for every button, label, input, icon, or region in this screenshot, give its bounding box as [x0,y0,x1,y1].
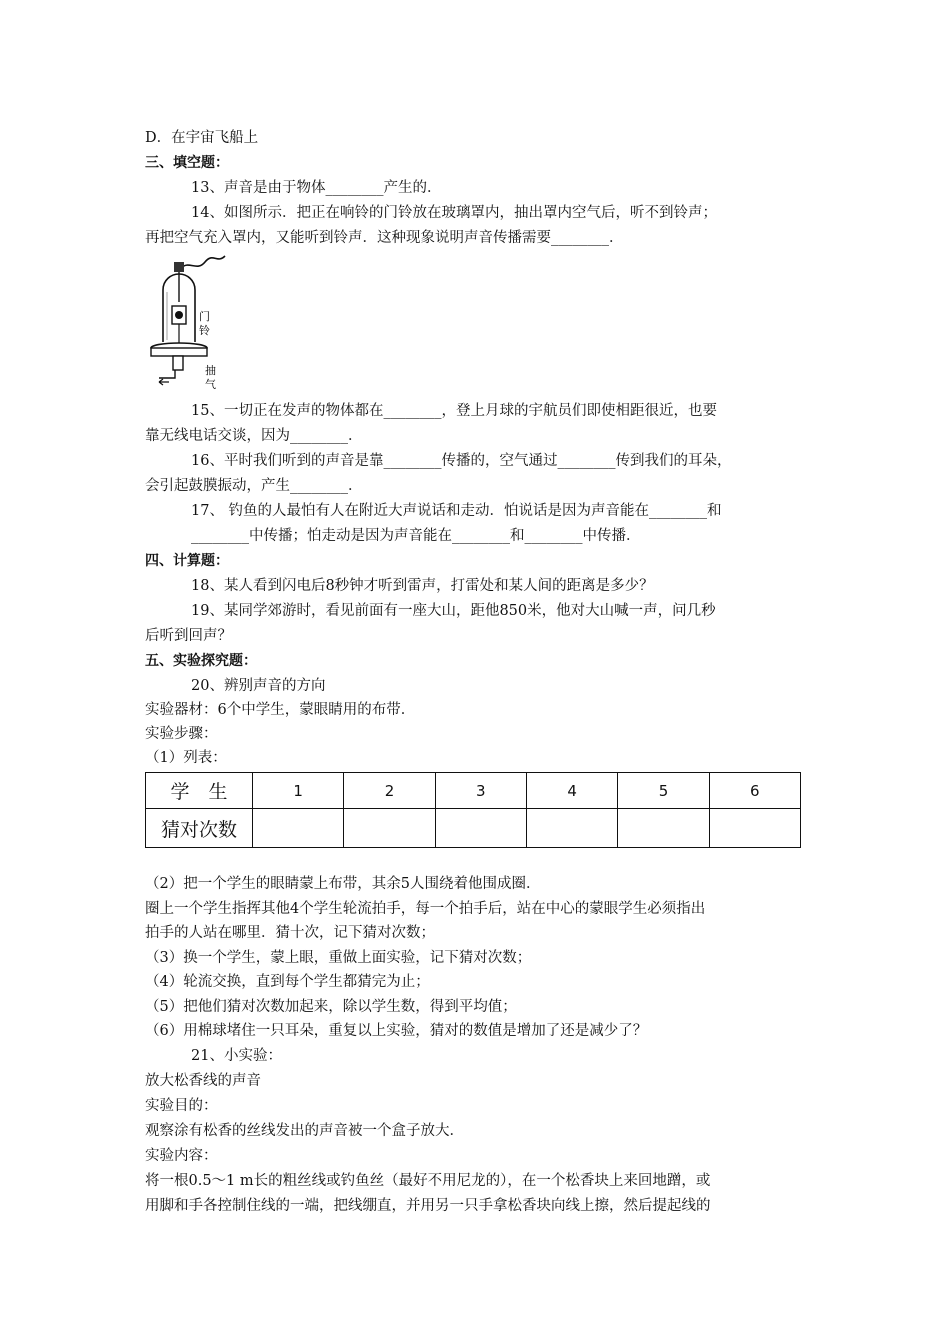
label-bell-2: 铃 [199,324,210,337]
option-d: D．在宇宙飞船上 [145,130,259,146]
question-16-line1: 16、平时我们听到的声音是靠________传播的，空气通过________传到我们的耳朵， [191,453,732,469]
question-17-line1: 17、 钓鱼的人最怕有人在附近大声说话和走动．怕说话是因为声音能在________和 [191,503,722,519]
table-cell-student: 3 [435,773,526,809]
table-cell-student: 5 [618,773,709,809]
section-fill-blank: 三、填空题： [145,155,229,171]
table-cell-student: 2 [344,773,435,809]
step-2-line3: 拍手的人站在哪里．猜十次，记下猜对次数； [145,925,435,941]
step-2-line2: 圈上一个学生指挥其他4个学生轮流拍手，每一个拍手后，站在中心的蒙眼学生必须指出 [145,901,706,917]
question-19-line2: 后听到回声？ [145,628,232,644]
table-cell-count [526,809,617,848]
question-14-line2: 再把空气充入罩内，又能听到铃声．这种现象说明声音传播需要________． [145,230,624,246]
step-2: （2）把一个学生的眼睛蒙上布带，其余5人围绕着他围成圈． [145,876,541,892]
question-14-line1: 14、如图所示．把正在响铃的门铃放在玻璃罩内，抽出罩内空气后，听不到铃声； [191,205,717,221]
aim-text: 观察涂有松香的丝线发出的声音被一个盒子放大． [145,1123,464,1139]
question-13: 13、声音是由于物体________产生的． [191,180,442,196]
question-21: 21、小实验： [191,1048,282,1064]
question-20: 20、辨别声音的方向 [191,678,326,694]
label-bell-1: 门 [199,310,210,323]
question-17-line2: ________中传播；怕走动是因为声音能在________和________中传播． [191,528,641,544]
bell-jar-figure [145,250,240,395]
question-19-line1: 19、某同学郊游时，看见前面有一座大山，距他850米，他对大山喊一声，问几秒 [191,603,716,619]
steps-heading: 实验步骤： [145,726,218,742]
table-header-students: 学 生 [146,773,253,809]
step-4: （4）轮流交换，直到每个学生都猜完为止； [145,974,430,990]
table-row-header [146,773,801,809]
results-table [145,772,801,848]
section-experiment: 五、实验探究题： [145,653,257,669]
table-cell-count [435,809,526,848]
question-16-line2: 会引起鼓膜振动，产生________． [145,478,363,494]
step-1: （1）列表： [145,750,227,766]
question-18: 18、某人看到闪电后8秒钟才听到雷声，打雷处和某人间的距离是多少？ [191,578,654,594]
question-15-line2: 靠无线电话交谈，因为________． [145,428,363,444]
step-6: （6）用棉球堵住一只耳朵，重复以上实验，猜对的数值是增加了还是减少了？ [145,1023,648,1039]
table-cell-student: 6 [709,773,800,809]
question-15-line1: 15、一切正在发声的物体都在________，登上月球的宇航员们即使相距很近，也要 [191,403,717,419]
step-5: （5）把他们猜对次数加起来，除以学生数，得到平均值； [145,999,517,1015]
content-line2: 用脚和手各控制住线的一端，把线绷直，并用另一只手拿松香块向线上擦，然后提起线的 [145,1198,711,1214]
section-calculation: 四、计算题： [145,553,229,569]
table-cell-count [618,809,709,848]
table-cell-student: 1 [253,773,344,809]
table-row-counts [146,809,801,848]
table-cell-count [253,809,344,848]
label-pump-1: 抽 [205,364,216,377]
table-cell-count [709,809,800,848]
table-cell-count [344,809,435,848]
content-line1: 将一根0.5～1 m长的粗丝线或钓鱼丝（最好不用尼龙的），在一个松香块上来回地蹭，或 [145,1173,711,1189]
step-3: （3）换一个学生，蒙上眼，重做上面实验，记下猜对次数； [145,950,532,966]
table-cell-student: 4 [526,773,617,809]
table-row-label: 猜对次数 [146,809,253,848]
aim-heading: 实验目的： [145,1098,218,1114]
equipment-line: 实验器材：6个中学生，蒙眼睛用的布带． [145,702,416,718]
experiment-title: 放大松香线的声音 [145,1073,261,1089]
content-heading: 实验内容： [145,1148,218,1164]
label-pump-2: 气 [205,378,216,391]
